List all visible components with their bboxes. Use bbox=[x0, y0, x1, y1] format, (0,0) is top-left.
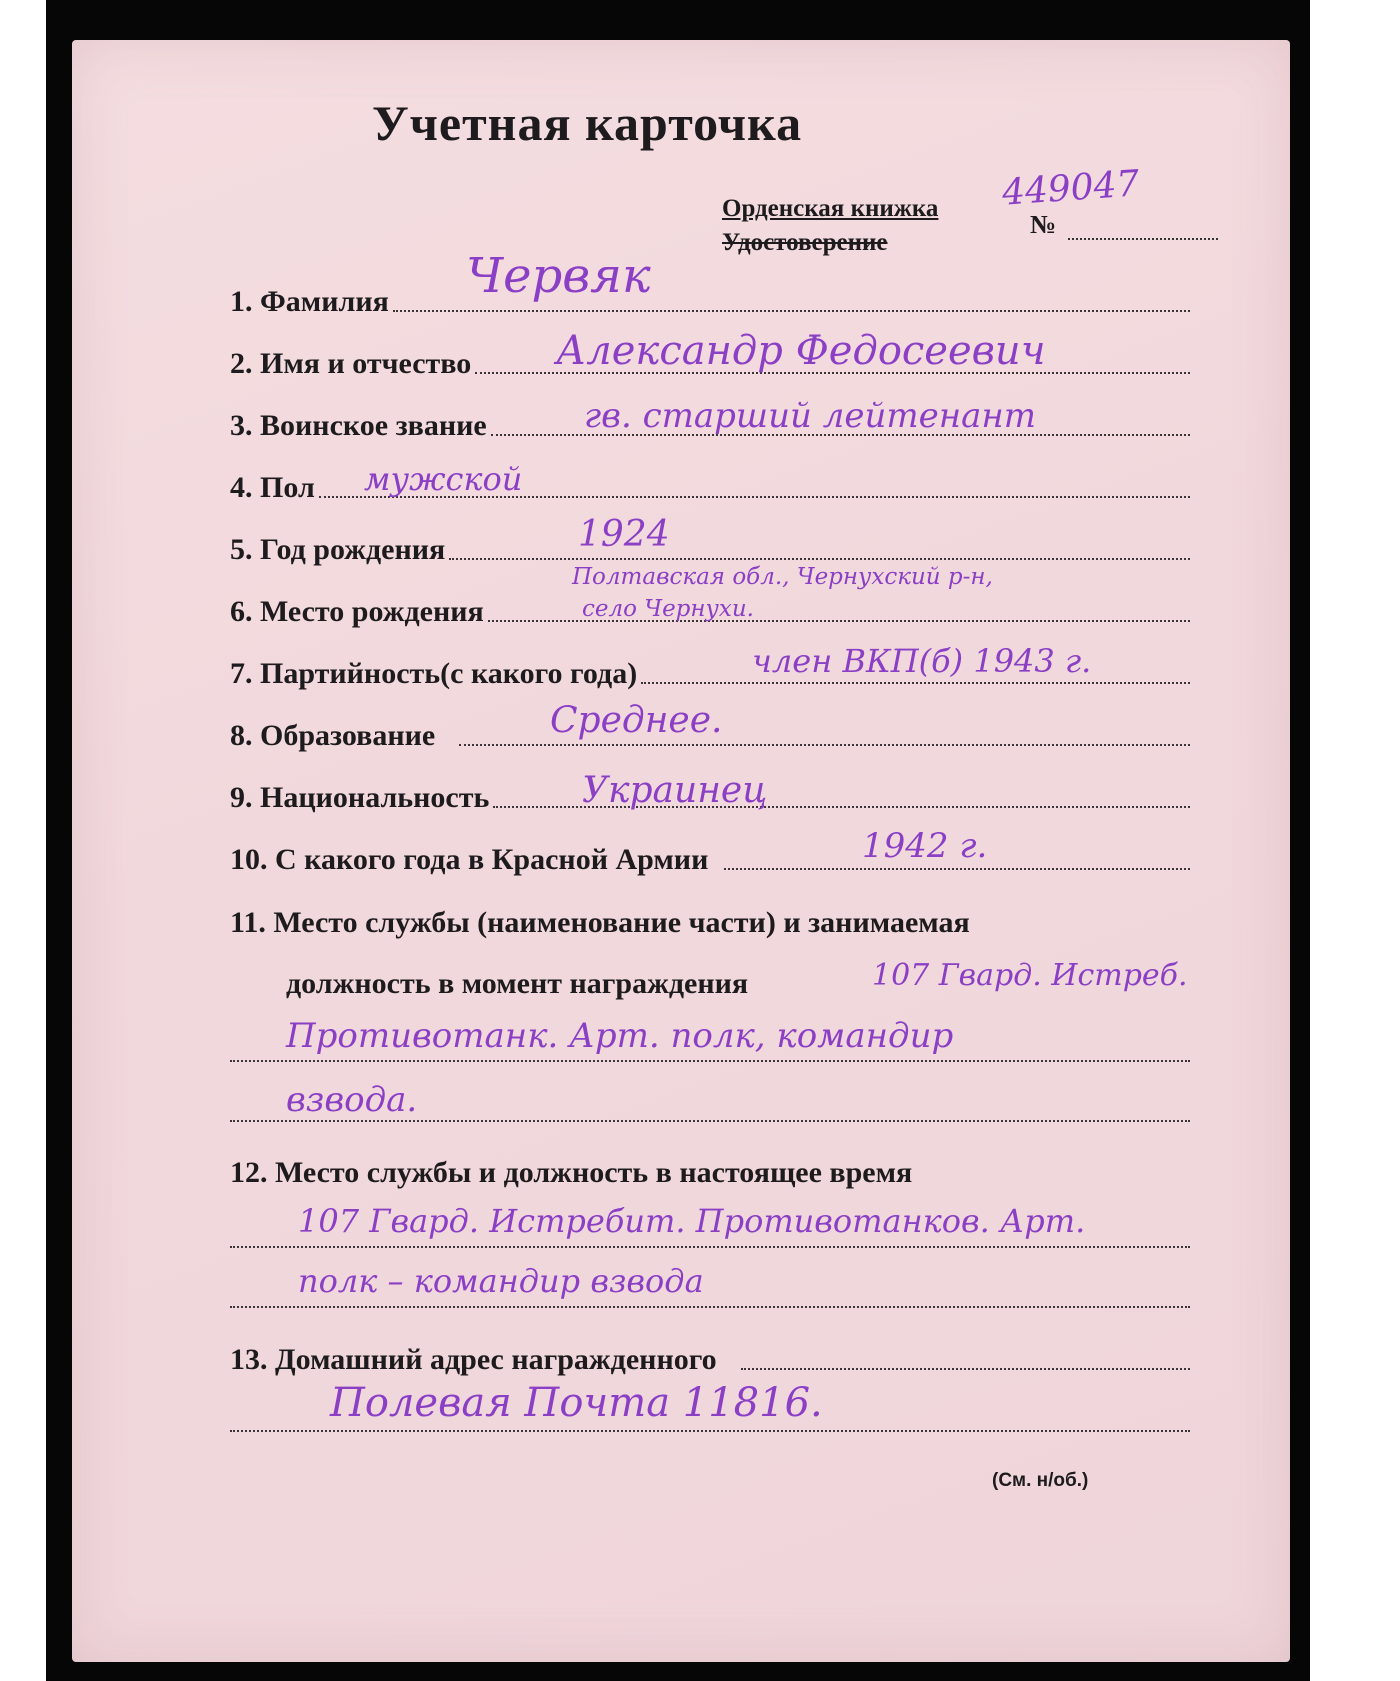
doc-type-order-book: Орденская книжка bbox=[722, 195, 939, 222]
field-line-11b bbox=[230, 1120, 1190, 1122]
card-title: Учетная карточка bbox=[372, 95, 803, 151]
field-value-military-rank: гв. старший лейтенант bbox=[584, 396, 1037, 436]
field-value-education: Среднее. bbox=[550, 700, 723, 741]
field-value-party-membership: член ВКП(б) 1943 г. bbox=[752, 642, 1092, 680]
field-value-service-place-at-award-line3: взвода. bbox=[286, 1080, 418, 1120]
field-label: 9. Национальность bbox=[230, 781, 490, 814]
field-line-13 bbox=[230, 1430, 1190, 1432]
field-label: 8. Образование bbox=[230, 719, 436, 752]
field-label: 5. Год рождения bbox=[230, 533, 446, 566]
field-label: 1. Фамилия bbox=[230, 285, 389, 318]
field-value-nationality: Украинец bbox=[582, 770, 768, 811]
field-label: 7. Партийность(с какого года) bbox=[230, 657, 638, 690]
doc-type-certificate: Удостоверение bbox=[722, 229, 888, 256]
field-value-red-army-since: 1942 г. bbox=[862, 826, 988, 866]
field-value-birthplace: Полтавская обл., Чернухский р-н, bbox=[572, 564, 993, 590]
field-label: 2. Имя и отчество bbox=[230, 347, 472, 380]
field-label: 12. Место службы и должность в настоящее время bbox=[230, 1156, 913, 1189]
field-value-service-place-at-award: 107 Гвард. Истреб. bbox=[872, 958, 1188, 993]
field-value-sex: мужской bbox=[364, 460, 523, 498]
registration-card bbox=[72, 40, 1290, 1662]
field-label: должность в момент награждения bbox=[286, 967, 749, 1000]
field-line bbox=[741, 1338, 1190, 1370]
field-line-12a bbox=[230, 1246, 1190, 1248]
field-line-12b bbox=[230, 1306, 1190, 1308]
field-value-surname: Червяк bbox=[466, 248, 651, 304]
field-value-birthplace-line2: село Чернухи. bbox=[582, 596, 754, 622]
field-label: 10. С какого года в Красной Армии bbox=[230, 843, 709, 876]
field-birth-year bbox=[230, 528, 1190, 568]
field-value-current-service: 107 Гвард. Истребит. Противотанков. Арт. bbox=[298, 1202, 1086, 1240]
field-value-name-patronymic: Александр Федосеевич bbox=[556, 328, 1046, 374]
field-red-army-since bbox=[230, 838, 1190, 878]
field-value-service-place-at-award-line2: Противотанк. Арт. полк, командир bbox=[286, 1016, 954, 1056]
field-label: 6. Место рождения bbox=[230, 595, 484, 628]
field-value-birth-year: 1924 bbox=[578, 514, 670, 555]
number-sign: № bbox=[1030, 210, 1057, 239]
see-reverse-note: (См. н/об.) bbox=[992, 1470, 1089, 1491]
field-value-current-service-line2: полк – командир взвода bbox=[298, 1262, 704, 1300]
field-label: 3. Воинское звание bbox=[230, 409, 487, 442]
number-value: 449047 bbox=[1000, 163, 1141, 214]
field-surname bbox=[230, 280, 1190, 320]
field-label: 13. Домашний адрес награжденного bbox=[230, 1343, 717, 1376]
field-label: 4. Пол bbox=[230, 471, 315, 504]
document-type bbox=[722, 192, 938, 260]
field-value-home-address: Полевая Почта 11816. bbox=[330, 1380, 823, 1426]
field-line bbox=[449, 528, 1190, 560]
field-line-11a bbox=[230, 1060, 1190, 1062]
field-current-service-label bbox=[230, 1156, 1190, 1190]
number-line bbox=[1068, 238, 1218, 240]
field-service-place-at-award-label: 11. Место службы (наименование части) и занимаемая bbox=[230, 906, 970, 939]
field-home-address bbox=[230, 1338, 1190, 1378]
